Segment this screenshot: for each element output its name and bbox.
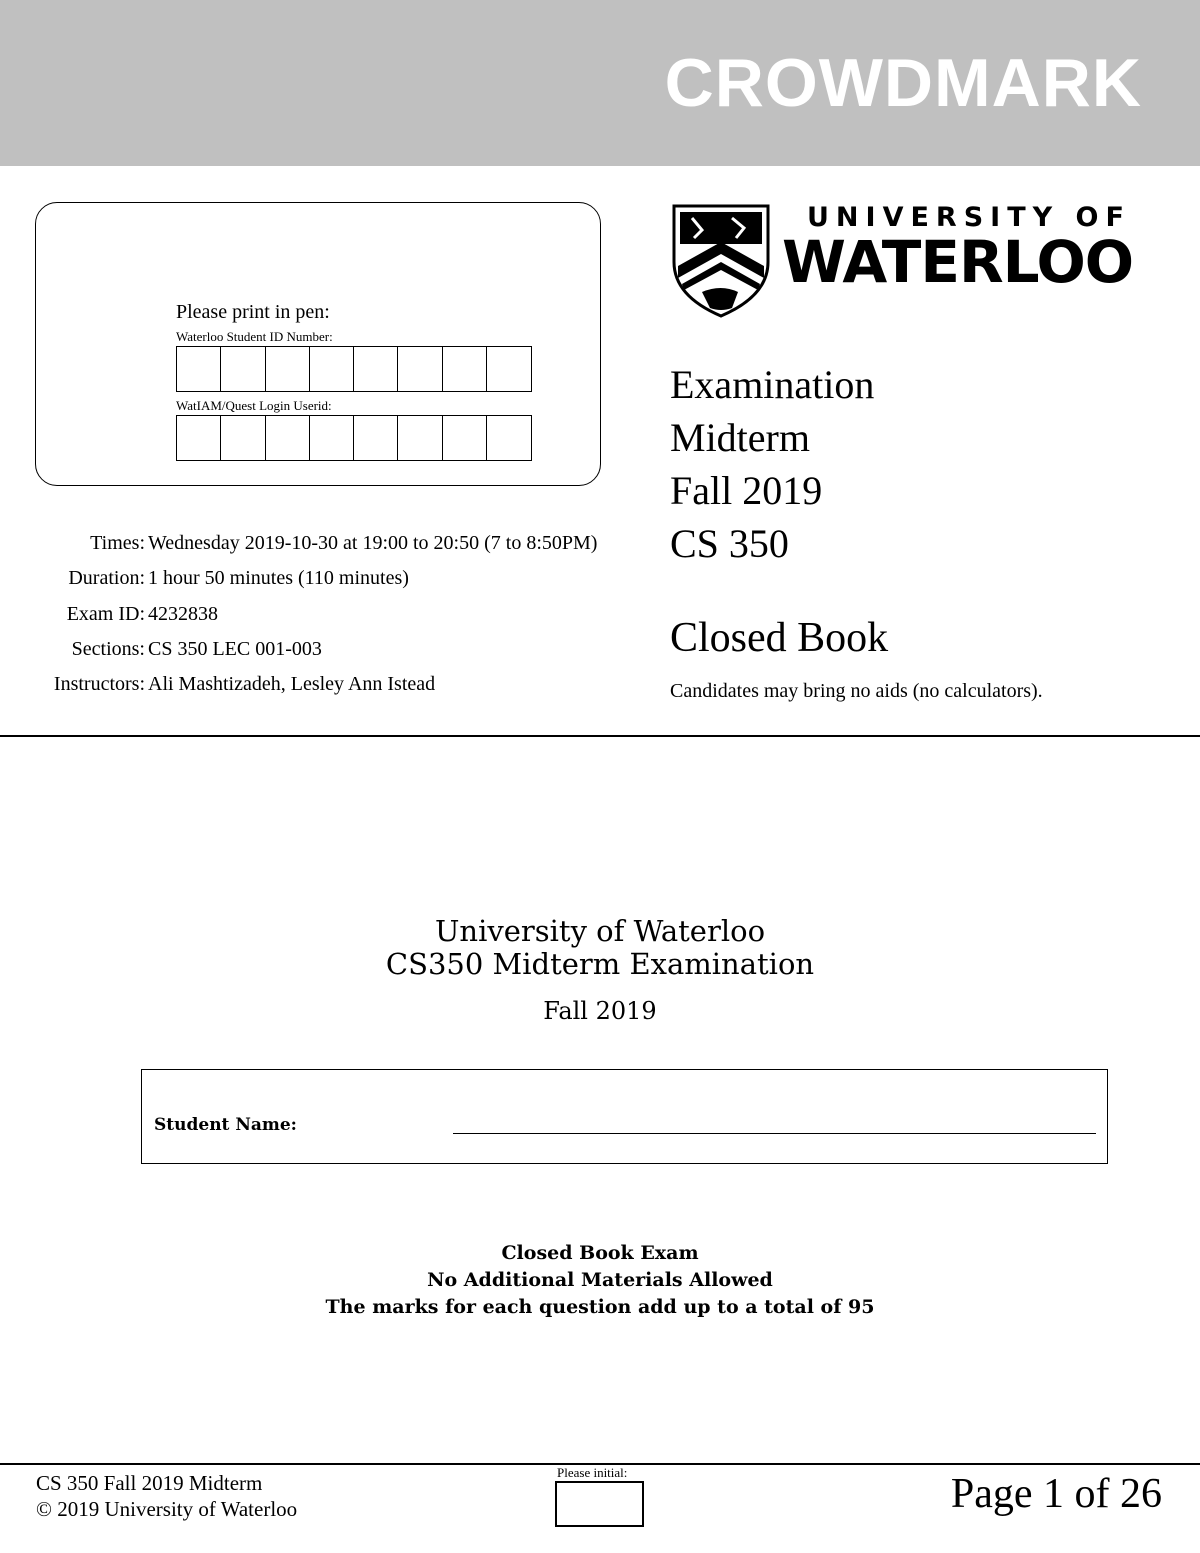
detail-value: 1 hour 50 minutes (110 minutes)	[148, 567, 409, 590]
student-id-label: Waterloo Student ID Number:	[176, 329, 333, 344]
cover-title: CS350 Midterm Examination	[385, 947, 815, 981]
detail-label: Exam ID:	[66, 602, 145, 625]
rule-item: Closed Book Exam	[501, 1242, 699, 1264]
userid-box[interactable]	[354, 416, 398, 460]
userid-boxes[interactable]	[176, 415, 532, 461]
student-name-field[interactable]	[453, 1133, 1096, 1134]
exam-type: Examination	[670, 362, 875, 407]
detail-label: Instructors:	[53, 673, 145, 696]
id-box[interactable]	[266, 347, 310, 391]
userid-box[interactable]	[177, 416, 221, 460]
detail-value: 4232838	[148, 602, 218, 625]
detail-value: CS 350 LEC 001-003	[148, 638, 322, 661]
userid-box[interactable]	[487, 416, 531, 460]
exam-details	[30, 526, 597, 702]
aids-note: Candidates may bring no aids (no calculators).	[670, 680, 1043, 702]
detail-label: Duration:	[68, 567, 145, 590]
userid-label: WatIAM/Quest Login Userid:	[176, 398, 332, 413]
book-policy: Closed Book	[670, 615, 889, 661]
page-number: Page 1 of 26	[950, 1471, 1162, 1517]
detail-row-instructors	[30, 667, 597, 702]
waterloo-crest-icon	[672, 204, 770, 322]
student-name-box	[141, 1069, 1108, 1164]
userid-box[interactable]	[398, 416, 442, 460]
cover-university: University of Waterloo	[434, 914, 766, 948]
initial-label: Please initial:	[557, 1465, 628, 1480]
id-box[interactable]	[354, 347, 398, 391]
exam-kind: Midterm	[670, 415, 810, 460]
id-box[interactable]	[310, 347, 354, 391]
logo-waterloo: WATERLOO	[782, 228, 1134, 296]
id-box[interactable]	[398, 347, 442, 391]
crowdmark-banner	[0, 0, 1200, 166]
detail-label: Sections:	[71, 638, 145, 661]
brand-name: CROWDMARK	[664, 45, 1142, 121]
id-box[interactable]	[177, 347, 221, 391]
userid-box[interactable]	[266, 416, 310, 460]
exam-info	[670, 358, 874, 570]
detail-row-exam-id	[30, 597, 597, 632]
header-divider	[0, 735, 1200, 737]
userid-box[interactable]	[310, 416, 354, 460]
detail-label: Times:	[90, 532, 145, 555]
exam-course: CS 350	[670, 521, 789, 566]
print-instruction: Please print in pen:	[176, 301, 330, 323]
id-box[interactable]	[221, 347, 265, 391]
userid-box[interactable]	[221, 416, 265, 460]
logo-university-of: UNIVERSITY OF	[807, 202, 1131, 233]
detail-value: Ali Mashtizadeh, Lesley Ann Istead	[148, 673, 436, 696]
exam-term: Fall 2019	[670, 468, 823, 513]
rule-item: The marks for each question add up to a total of 95	[325, 1296, 875, 1318]
detail-value: Wednesday 2019-10-30 at 19:00 to 20:50 (7 to 8:50PM)	[148, 532, 598, 555]
exam-rules	[0, 1240, 1200, 1321]
userid-box[interactable]	[443, 416, 487, 460]
initial-box[interactable]	[555, 1481, 644, 1527]
footer-course: CS 350 Fall 2019 Midterm	[36, 1471, 263, 1495]
id-box[interactable]	[487, 347, 531, 391]
footer-copyright: © 2019 University of Waterloo	[36, 1497, 298, 1521]
student-name-label: Student Name:	[154, 1115, 297, 1135]
footer-info	[36, 1470, 297, 1522]
cover-term: Fall 2019	[543, 997, 657, 1025]
id-box[interactable]	[443, 347, 487, 391]
student-id-boxes[interactable]	[176, 346, 532, 392]
rule-item: No Additional Materials Allowed	[427, 1269, 773, 1291]
detail-row-duration	[30, 561, 597, 596]
detail-row-times	[30, 526, 597, 561]
detail-row-sections	[30, 632, 597, 667]
